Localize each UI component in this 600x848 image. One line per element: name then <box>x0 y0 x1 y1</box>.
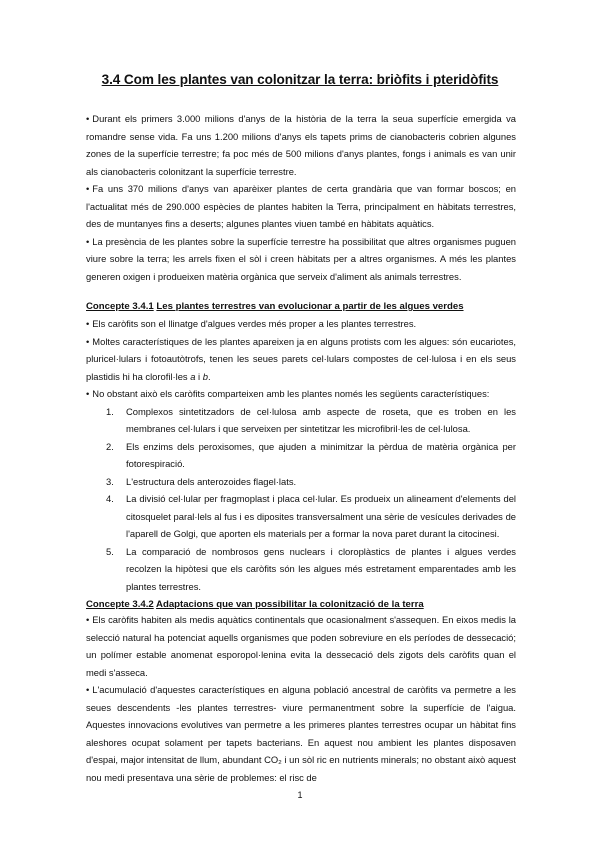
section-1-body <box>86 315 516 595</box>
page-number: 1 <box>297 790 303 800</box>
list-item: 5. La comparació de nombrosos gens nuclears i cloroplàstics de plantes i algues verdes recolzen la hipòtesi que els caròfits són les algues més estretament emparentades amb les plantes terrestres. <box>106 545 516 592</box>
section-2-title: Adaptacions que van possibilitar la colonització de la terra <box>156 599 424 610</box>
page-title: 3.4 Com les plantes van colonitzar la terra: briòfits i pteridòfits <box>101 72 499 87</box>
list-item: 2. Els enzims dels peroxisomes, que ajuden a minimitzar la pèrdua de matèria orgànica per fotorespiració. <box>106 440 516 469</box>
section-1-title: Les plantes terrestres van evolucionar a partir de les algues verdes <box>156 301 464 312</box>
intro-paragraph-3: • La presència de les plantes sobre la superfície terrestre ha possibilitat que altres organismes puguen viure sobre la terra; les arrels fixen el sòl i creen hàbitats per a altres organismes. A més les plantes generen oxigen i produeixen matèria orgànica que serveix d'aliment als animals terrestres. <box>86 233 516 286</box>
section-1-bullet-2: • Moltes característiques de les plantes apareixen ja en alguns protists com les algues: són eucariotes, pluricel·lulars i fotoautòtrofs, tenen les seues parets cel·lulars compostes de cel·lulosa i en els seus plastidis hi ha clorofil·les a i b. <box>86 333 516 386</box>
intro-paragraph-1: • Durant els primers 3.000 milions d'anys de la història de la terra la seua superfície emergida va romandre sense vida. Fa uns 1.200 milions d'anys els tapets prims de cianobacteris cobrien algunes zones de la superfície terrestre; fa poc més de 500 milions d'anys plantes, fongs i animals es van unir als cianobacteris colonitzant la superfície terrestre. <box>86 110 516 180</box>
intro-paragraph-2: • Fa uns 370 milions d'anys van aparèixer plantes de certa grandària que van formar boscos; en l'actualitat més de 290.000 espècies de plantes habiten la Terra, principalment en hàbitats terrestres, des de muntanyes fins a deserts; algunes plantes viuen també en hàbitats aquàtics. <box>86 180 516 233</box>
list-item: 3. L'estructura dels anterozoides flagel·lats. <box>106 475 297 487</box>
list-item: 4. La divisió cel·lular per fragmoplast i placa cel·lular. Es produeix un alineament d'elements del citosquelet paral·lels al fus i es diposites transversalment una sèrie de vesícules derivades de l'aparell de Golgi, que aporten els materials per a formar la nova paret durant la citocinesi. <box>106 493 516 539</box>
section-2-body <box>86 611 516 786</box>
section-1-heading <box>86 300 526 314</box>
section-2-number: Concepte 3.4.2 <box>86 599 154 610</box>
section-1-bullet-3: • No obstant això els caròfits comparteixen amb les plantes només les següents característiques: <box>86 385 516 403</box>
section-1-number: Concepte 3.4.1 <box>86 301 154 312</box>
section-2-bullet-2: • L'acumulació d'aquestes característiques en alguna població ancestral de caròfits va permetre a les seues descendents -les plantes terrestres- viure permanentment sobre la superfície de l'aigua. Aquestes innovacions evolutives van permetre a les primeres plantes terrestres ocupar un hàbitat fins aleshores ocupat solament per tapets bacterians. En aquest nou ambient les plantes disposaven d'espai, major intensitat de llum, abundant CO₂ i un sòl ric en nutrients minerals; no obstant això aquest nou medi presentava una sèrie de problemes: el risc de <box>86 681 516 786</box>
intro-section <box>86 110 516 285</box>
list-item: 1. Complexos sintetitzadors de cel·lulosa amb aspecte de roseta, que es troben en les membranes cel·lulars i que serveixen per sintetitzar les microfibril·les de cel·lulosa. <box>106 405 516 434</box>
section-2-heading <box>86 598 526 612</box>
section-1-bullet-1: • Els caròfits son el llinatge d'algues verdes més proper a les plantes terrestres. <box>86 315 516 333</box>
section-2-bullet-1: • Els caròfits habiten als medis aquàtics continentals que ocasionalment s'assequen. En eixos medis la selecció natural ha potenciat aquells organismes que poden sobreviure en els períodes de dessecació; un polímer estable anomenat esporopol·lenina evita la dessecació dels zigots dels caròfits quan el medi s'asseca. <box>86 611 516 681</box>
